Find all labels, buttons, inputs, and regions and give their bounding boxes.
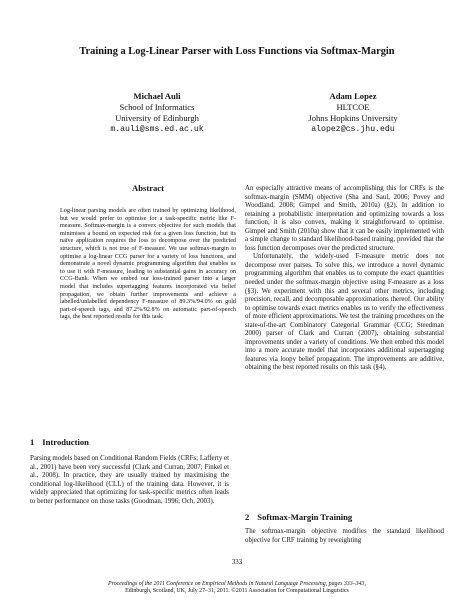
author-block-1: [72, 91, 242, 135]
introduction-text: [30, 455, 229, 506]
author-institution: University of Edinburgh: [115, 113, 199, 123]
paragraph: Unfortunately, the widely-used F-measure metric does not decompose over parses. To solve this, we introduce a novel dynamic programming algorithm that enables us to compute the exact quantities needed under the softmax-margin objective using F-measure as a loss (§3). We experiment with this and several other metrics, including precision, recall, and decomposable approximations thereof. Our ability to optimise towards exact metrics enables us to verify the effectiveness of more efficient approximations. We test the training procedures on the state-of-the-art Combinatory Categorial Grammar (CCG; Steedman 2000) parser of Clark and Curran (2007), obtaining substantial improvements under a variety of conditions. We then embed this model into a more accurate model that incorporates additional supertagging features via loopy belief propagation. The improvements are additive, obtaining the best reported results on this task (§4).: [245, 253, 444, 372]
proceedings-footer: [0, 581, 474, 596]
section-title: Introduction: [42, 437, 89, 447]
section-title: Softmax-Margin Training: [257, 512, 353, 522]
author-name: Adam Lopez: [329, 91, 377, 101]
right-column-text: [245, 185, 444, 373]
paragraph: Parsing models based on Conditional Random Fields (CRFs; Lafferty et al., 2001) have been very successful (Clark and Curran, 2007; Finkel et al., 2008). In practice, they are usually trained by maximising the conditional log-likelihood (CLL) of the training data. However, it is widely appreciated that optimizing for task-specific metrics often leads to better performance on those tasks (Goodman, 1996; Och, 2003).: [30, 455, 229, 505]
section-number: 1: [30, 437, 35, 447]
footer-line-1: Proceedings of the 2011 Conference on Empirical Methods in Natural Language Processing, pages 333–343,: [108, 581, 366, 587]
footer-line-2: Edinburgh, Scotland, UK, July 27–31, 2011. ©2011 Association for Computational Linguistics: [125, 588, 349, 595]
abstract-heading: Abstract: [132, 183, 164, 193]
paragraph: The softmax-margin objective modifies the standard likelihood objective for CRF training by reweighting: [245, 528, 444, 544]
author-name: Michael Auli: [133, 91, 181, 101]
softmax-margin-text: [245, 528, 444, 545]
author-institution: Johns Hopkins University: [308, 113, 398, 123]
paper-title: Training a Log-Linear Parser with Loss Functions via Softmax-Margin: [79, 46, 395, 57]
author-email: alopez@cs.jhu.edu: [311, 125, 395, 134]
section-heading-introduction: [30, 437, 89, 447]
paragraph: An especially attractive means of accomplishing this for CRFs is the softmax-margin (SMM) objective (Sha and Saul, 2006; Povey and Woodland, 2008; Gimpel and Smith, 2010a) (§2). In addition to retaining a probabilistic interpretation and optimizing towards a loss function, it is also convex, making it straightforward to optimise. Gimpel and Smith (2010a) show that it can be easily implemented with a simple change to standard likelihood-based training, provided that the loss function decomposes over the predicted structure.: [245, 185, 444, 252]
author-email: m.auli@sms.ed.ac.uk: [110, 125, 204, 134]
abstract-text: Log-linear parsing models are often trained by optimizing likelihood, but we would prefer to optimise for a task-specific metric like F-measure. Softmax-margin is a convex objective for such models that minimises a bound on expected risk for a given loss function, but its naïve application requires the loss to decompose over the predicted structure, which is not true of F-measure. We use softmax-margin to optimise a log-linear CCG parser for a variety of loss functions, and demonstrate a novel dynamic programming algorithm that enables us to use it with F-measure, leading to substantial gains in accuracy on CCG-Bank. When we embed our loss-trained parser into a larger model that includes supertagging features incorporated via belief propagation, we obtain further improvements and achieve a labelled/unlabelled dependency F-measure of 89.3%/94.0% on gold part-of-speech tags, and 87.2%/92.8% on automatic part-of-speech tags, the best reported results for this task.: [60, 208, 236, 321]
author-affiliation: School of Informatics: [119, 102, 195, 112]
page-number: 333: [231, 559, 243, 566]
author-block-2: [268, 91, 438, 135]
section-number: 2: [245, 512, 250, 522]
section-heading-softmax-margin: [245, 512, 352, 522]
author-affiliation: HLTCOE: [336, 102, 370, 112]
